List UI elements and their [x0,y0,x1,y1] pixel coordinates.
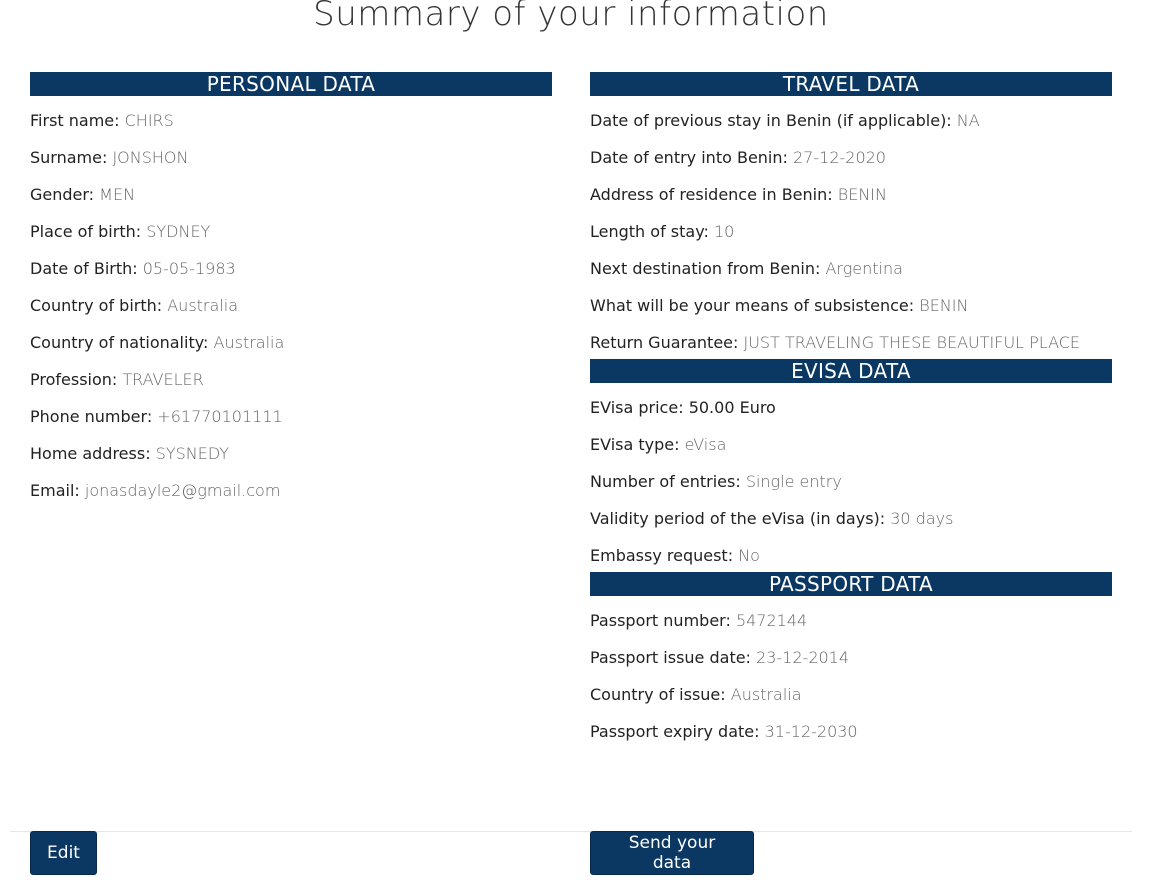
field-value: +61770101111 [157,407,283,426]
field-label: Number of entries: [590,472,741,491]
field-value: Argentina [825,259,903,278]
field-value: Australia [213,333,285,352]
personal-data-list [30,96,552,503]
field-value: 05-05-1983 [142,259,236,278]
field-label: Passport issue date: [590,648,751,667]
field-number-of-entries [590,457,1112,494]
field-return-guarantee [590,318,1112,355]
field-evisa-price [590,383,1112,420]
field-entry-date [590,133,1112,170]
field-value: 10 [713,222,735,241]
field-value: 27-12-2020 [793,148,886,167]
field-value: 23-12-2014 [756,648,850,667]
field-place-of-birth [30,207,552,244]
field-value: 31-12-2030 [764,722,858,741]
field-country-of-issue [590,670,1112,707]
travel-data-list [590,96,1112,355]
evisa-data-list [590,383,1112,568]
field-residence-address [590,170,1112,207]
passport-data-header: PASSPORT DATA [590,572,1112,596]
field-value: jonasdayle2@gmail.com [84,481,281,500]
evisa-data-section [590,359,1112,568]
field-value: Single entry [745,472,842,491]
field-country-of-birth [30,281,552,318]
personal-data-section [30,72,552,503]
field-value: No [738,546,760,565]
field-label: What will be your means of subsistence: [590,296,915,315]
field-value: SYSNEDY [155,444,230,463]
field-home-address [30,429,552,466]
field-value: SYDNEY [146,222,211,241]
field-means-of-subsistence [590,281,1112,318]
field-surname [30,133,552,170]
travel-data-section [590,72,1112,355]
field-label: Country of nationality: [30,333,209,352]
field-passport-issue-date [590,633,1112,670]
field-email [30,466,552,503]
field-value: Australia [167,296,239,315]
field-label: EVisa price: [590,398,684,417]
edit-button[interactable]: Edit [30,831,97,875]
personal-data-header: PERSONAL DATA [30,72,552,96]
field-value: 50.00 Euro [688,398,776,417]
field-value: 30 days [890,509,954,528]
field-label: Surname: [30,148,108,167]
field-label: Date of entry into Benin: [590,148,788,167]
field-next-destination [590,244,1112,281]
field-label: Date of previous stay in Benin (if applicable): [590,111,952,130]
send-data-button[interactable]: Send your data [590,831,754,875]
field-passport-number [590,596,1112,633]
field-label: Home address: [30,444,151,463]
field-evisa-type [590,420,1112,457]
field-label: First name: [30,111,120,130]
field-value: CHIRS [124,111,174,130]
field-label: Phone number: [30,407,153,426]
personal-data-column [30,72,552,503]
field-gender [30,170,552,207]
passport-data-section [590,572,1112,744]
field-label: Passport expiry date: [590,722,760,741]
field-label: Profession: [30,370,118,389]
field-value: TRAVELER [122,370,204,389]
field-label: Validity period of the eVisa (in days): [590,509,886,528]
field-label: Place of birth: [30,222,142,241]
field-label: Country of birth: [30,296,163,315]
field-embassy-request [590,531,1112,568]
field-value: BENIN [919,296,969,315]
field-country-of-nationality [30,318,552,355]
field-date-of-birth [30,244,552,281]
field-label: Email: [30,481,80,500]
field-value: NA [956,111,980,130]
field-label: Next destination from Benin: [590,259,821,278]
field-label: Address of residence in Benin: [590,185,833,204]
field-label: EVisa type: [590,435,680,454]
evisa-data-header: EVISA DATA [590,359,1112,383]
field-label: Country of issue: [590,685,726,704]
field-label: Embassy request: [590,546,734,565]
field-profession [30,355,552,392]
field-value: Australia [730,685,802,704]
field-label: Gender: [30,185,95,204]
field-phone-number [30,392,552,429]
page-title: Summary of your information [313,0,829,34]
passport-data-list [590,596,1112,744]
field-passport-expiry-date [590,707,1112,744]
field-value: 5472144 [735,611,808,630]
field-value: JUST TRAVELING THESE BEAUTIFUL PLACE [743,333,1081,352]
field-label: Passport number: [590,611,731,630]
field-value: JONSHON [112,148,189,167]
field-label: Date of Birth: [30,259,138,278]
field-length-of-stay [590,207,1112,244]
field-value: MEN [99,185,136,204]
field-value: eVisa [684,435,727,454]
field-first-name [30,96,552,133]
travel-data-header: TRAVEL DATA [590,72,1112,96]
field-value: BENIN [837,185,887,204]
field-label: Length of stay: [590,222,709,241]
field-previous-stay [590,96,1112,133]
right-data-column [590,72,1112,744]
field-validity-period [590,494,1112,531]
footer-divider [10,831,1132,832]
field-label: Return Guarantee: [590,333,739,352]
